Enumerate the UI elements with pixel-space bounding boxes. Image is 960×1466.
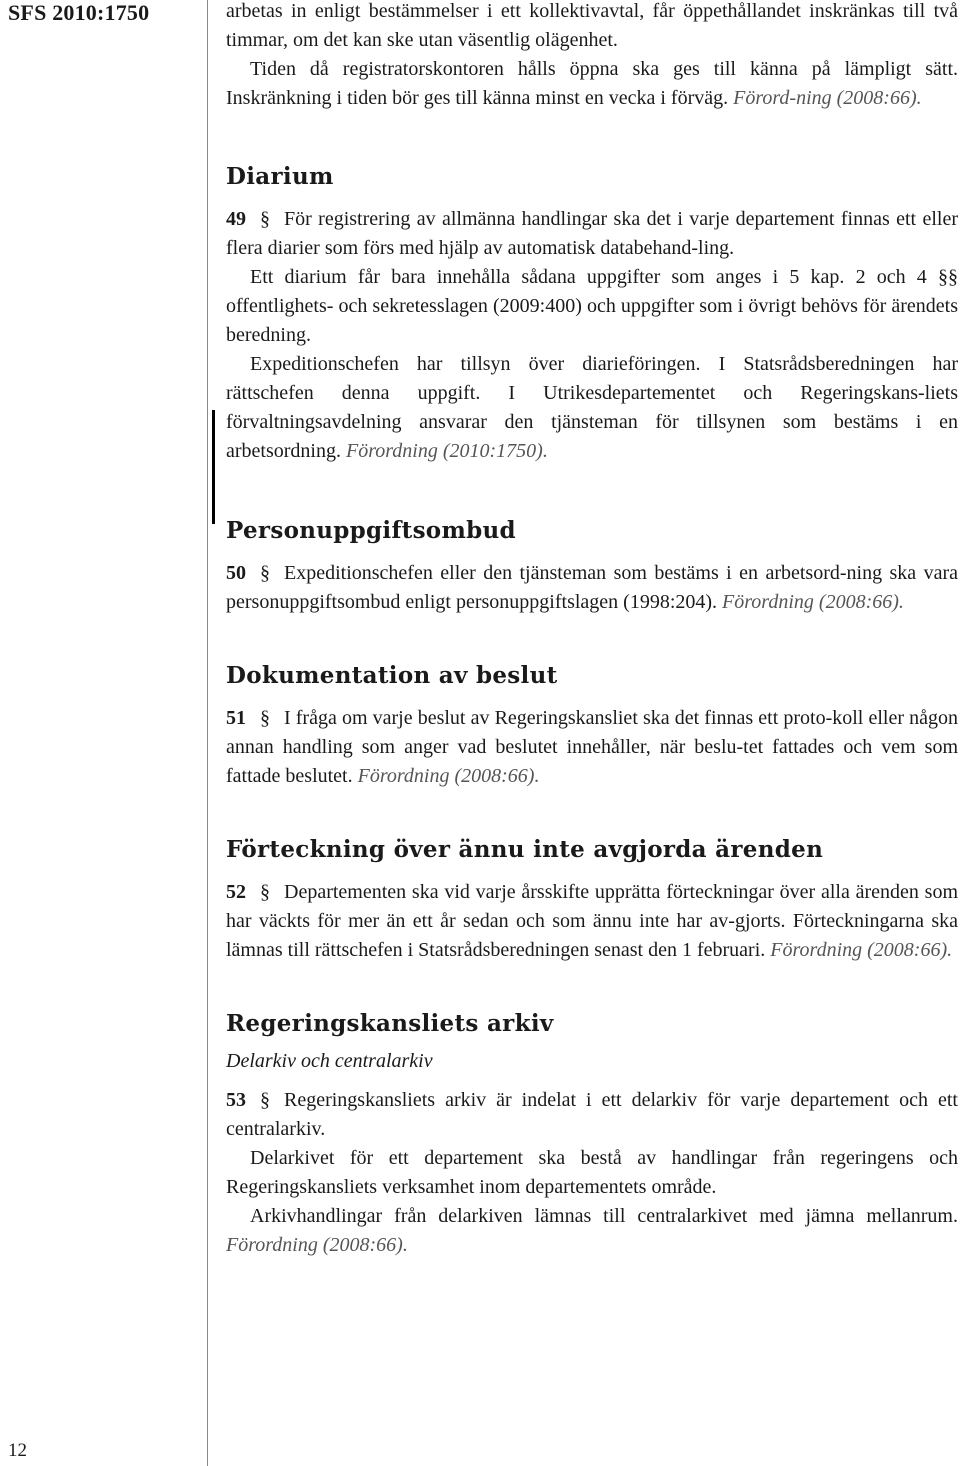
section-number: 53 (226, 1089, 246, 1111)
section-symbol: § (260, 1089, 270, 1111)
section-number: 50 (226, 562, 246, 584)
section-symbol: § (260, 562, 270, 584)
paragraph: Delarkivet för ett departement ska bestå av handlingar från regeringens och Regeringskansliets verksamhet inom departementets område. (226, 1147, 958, 1198)
paragraph: Arkivhandlingar från delarkiven lämnas till centralarkivet med jämna mellanrum. Förordning (2008:66). (226, 1205, 958, 1256)
section-number: 49 (226, 208, 246, 230)
intro-paragraph: arbetas in enligt bestämmelser i ett kollektivavtal, får öppethållandet inskränkas till två timmar, om det kan ske utan väsentlig olägenhet. (226, 0, 958, 51)
section-heading: Regeringskansliets arkiv (226, 1010, 554, 1037)
page-number: 12 (8, 1440, 27, 1461)
reference: Förordning (2008:66). (770, 939, 953, 961)
section-50: 50 § Expeditionschefen eller den tjänsteman som bestäms i en arbetsord-ning ska vara personuppgiftsombud enligt personuppgiftslagen (1998:204). Förordning (2008:66). (226, 559, 958, 617)
section-symbol: § (260, 707, 270, 729)
section-number: 52 (226, 881, 246, 903)
reference: Förordning (2008:66). (226, 1234, 408, 1256)
sfs-margin (0, 0, 208, 1466)
paragraph: Expeditionschefen har tillsyn över diarieföringen. I Statsrådsberedningen har rättschefen denna uppgift. I Utrikesdepartementet och Regeringskans-liets förvaltningsavdelning ansvarar den tjänsteman för tillsynen som bestäms i en arbetsordning. Förordning (2010:1750). (226, 353, 958, 462)
section-number: 51 (226, 707, 246, 729)
reference: Förord-ning (2008:66). (733, 87, 922, 109)
section-symbol: § (260, 881, 270, 903)
reference: Förordning (2010:1750). (345, 440, 548, 462)
section-heading: Personuppgiftsombud (226, 517, 516, 544)
reference: Förordning (2008:66). (357, 765, 540, 787)
reference: Förordning (2008:66). (722, 591, 904, 613)
subheading: Delarkiv och centralarkiv (226, 1050, 433, 1072)
page-content (226, 0, 958, 1260)
section-heading: Dokumentation av beslut (226, 662, 558, 689)
intro-paragraph-2: Tiden då registratorskontoren hålls öppna ska ges till känna på lämpligt sätt. Inskränkning i tiden bör ges till känna minst en vecka i förväg. Förord-ning (2008:66). (226, 58, 958, 109)
section-53: 53 § Regeringskansliets arkiv är indelat i ett delarkiv för varje departement och ett centralarkiv. (226, 1086, 958, 1144)
section-51: 51 § I fråga om varje beslut av Regeringskansliet ska det finnas ett proto-koll eller någon annan handling som anger vad beslutet innehåller, när beslu-tet fattades och vem som fattade beslutet. Förordning (2008:66). (226, 704, 958, 791)
section-heading: Diarium (226, 163, 334, 190)
change-bar (212, 410, 215, 524)
section-heading: Förteckning över ännu inte avgjorda ärenden (226, 836, 824, 863)
paragraph: Ett diarium får bara innehålla sådana uppgifter som anges i 5 kap. 2 och 4 §§ offentlighets- och sekretesslagen (2009:400) och uppgifter som i övrigt behövs för ärendets beredning. (226, 266, 958, 346)
section-symbol: § (260, 208, 270, 230)
section-52: 52 § Departementen ska vid varje årsskifte upprätta förteckningar över alla ärenden som har väckts för mer än ett år sedan och som ännu inte har av-gjorts. Förteckningarna ska lämnas till rättschefen i Statsrådsberedningen senast den 1 februari. Förordning (2008:66). (226, 878, 958, 965)
section-49: 49 § För registrering av allmänna handlingar ska det i varje departement finnas ett eller flera diarier som förs med hjälp av automatisk databehand-ling. (226, 205, 958, 263)
sfs-number: SFS 2010:1750 (8, 0, 150, 25)
